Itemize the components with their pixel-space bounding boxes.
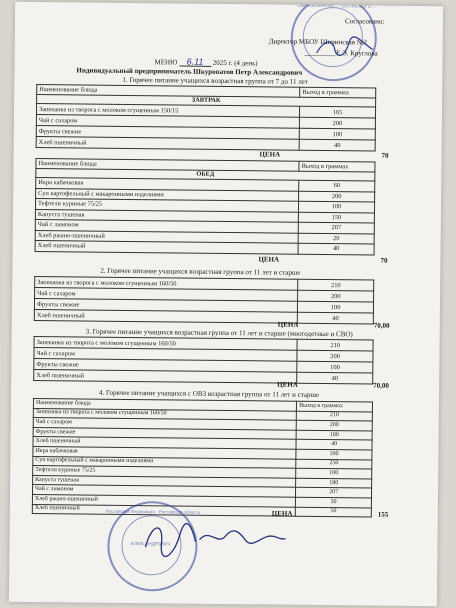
dish-name: Хлеб пшеничный — [32, 504, 295, 516]
director-title: Директор МБОУ Ширинская №2 — [268, 37, 367, 47]
dish-yield: 180 — [296, 478, 372, 488]
dish-yield: 200 — [298, 290, 374, 302]
dish-name: Чай с лимоном — [35, 220, 298, 233]
col-name: Наименование блюда — [37, 85, 300, 97]
breakfast-price: 70 — [381, 151, 389, 160]
dish-name: Икра кабачковая — [33, 446, 296, 458]
dish-yield: 200 — [296, 420, 372, 430]
dish-yield: 207 — [298, 222, 374, 233]
col-name: Наименование блюда — [33, 398, 296, 410]
dish-yield: 20 — [298, 233, 374, 244]
dish-name: Капуста тушеная — [33, 475, 296, 487]
breakfast-heading: ЗАВТРАК — [37, 94, 376, 107]
dish-name: Чай с сахаром — [36, 115, 299, 129]
dish-name: Чай с сахаром — [33, 418, 296, 430]
director-signature — [315, 35, 375, 60]
dish-name: Капуста тушеная — [35, 209, 298, 222]
dish-name: Икра кабачковая — [36, 178, 299, 191]
dish-yield: 50 — [295, 507, 371, 517]
dish-name: Хлеб пшеничный — [33, 437, 296, 449]
dish-yield: 100 — [298, 301, 374, 313]
table-row — [36, 137, 375, 152]
section4-price: 155 — [377, 510, 389, 519]
dish-yield: 100 — [297, 361, 373, 373]
dish-yield: 250 — [296, 459, 372, 469]
dish-name: Запеканка из творога с молоком сгущенным 160/50 — [34, 336, 297, 350]
section4-table — [32, 398, 373, 518]
section4-price-label: ЦЕНА — [271, 509, 293, 518]
director-name: _________Е.Э. Круглова — [304, 48, 378, 58]
entrepreneur-name: Индивидуальный предприниматель Шкуропатов Петр Александрович — [76, 66, 303, 77]
dish-yield: 207 — [296, 488, 372, 498]
dish-name: Суп картофельный с макаронными изделиями — [36, 188, 299, 201]
dish-yield: 200 — [299, 191, 375, 202]
section3-price: 70,00 — [373, 381, 389, 390]
dish-yield: 100 — [296, 468, 372, 478]
dish-name: Хлеб ржано-пшеничный — [35, 230, 298, 243]
dish-yield: 200 — [299, 117, 375, 129]
dish-yield: 200 — [297, 350, 373, 362]
dish-yield: 40 — [298, 243, 374, 254]
dish-name: Фрукты свежие — [33, 427, 296, 439]
menu-year: 2025 г. (4 день) — [212, 58, 258, 68]
section2-title: 2. Горячее питание учащихся возрастная группа от 11 лет и старше — [100, 266, 301, 277]
dish-name: Тефтели куриные 75/25 — [33, 466, 296, 478]
entrepreneur-stamp-inner: АЛЕКСАНДРОВИЧ — [130, 541, 171, 547]
table-row — [34, 369, 373, 384]
dish-yield: 30 — [296, 497, 372, 507]
section3-table — [33, 336, 373, 385]
dish-yield: 60 — [299, 180, 375, 191]
dish-yield: 210 — [297, 339, 373, 351]
dish-yield: 100 — [299, 201, 375, 212]
menu-title — [154, 57, 257, 67]
col-yield: Выход в граммах — [297, 401, 373, 411]
dish-yield: 100 — [296, 430, 372, 440]
dish-yield: 40 — [296, 440, 372, 450]
dish-name: Запеканка из творога с молоком сгущенным 160/50 — [33, 408, 296, 420]
dish-yield: 150 — [298, 212, 374, 223]
section3-price-label: ЦЕНА — [277, 380, 298, 389]
dish-name: Запеканка из творога с молоком сгущенным 150/15 — [36, 104, 299, 118]
col-name: Наименование блюда — [36, 159, 299, 171]
menu-date: 6.11 — [179, 57, 211, 66]
dish-name: Чай с сахаром — [35, 287, 298, 301]
dish-name: Хлеб пшеничный — [34, 369, 297, 383]
dish-yield: 40 — [297, 372, 373, 384]
lunch-heading: ОБЕД — [36, 168, 375, 181]
breakfast-price-label: ЦЕНА — [259, 150, 281, 159]
section3-title: 3. Горячее питание учащихся возрастная группа от 11 лет и старше (многодетные и СВО) — [85, 327, 353, 339]
dish-name: Хлеб пшеничный — [35, 241, 298, 254]
col-yield: Выход в граммах — [299, 161, 375, 171]
section2-price: 70,00 — [373, 321, 390, 330]
lunch-table — [35, 158, 376, 255]
dish-name: Фрукты свежие — [34, 298, 297, 312]
menu-sheet — [9, 2, 443, 606]
dish-yield: 100 — [299, 128, 375, 140]
dish-name: Хлеб ржано-пшеничный — [32, 494, 295, 506]
dish-yield: 165 — [300, 106, 376, 118]
section1-title: 1. Горячее питание учащихся возрастная группа от 7 до 11 лет — [122, 75, 308, 86]
lunch-price: 70 — [380, 256, 388, 265]
breakfast-table — [36, 84, 377, 152]
dish-name: Чай с лимоном — [32, 485, 295, 497]
school-stamp-text: ОБРАЗОВАНИЕ ... СЕЛЬСКОГО ... — [297, 2, 378, 10]
dish-name: Фрукты свежие — [34, 358, 297, 372]
section2-price-label: ЦЕНА — [277, 320, 299, 329]
dish-name: Хлеб пшеничный — [36, 137, 299, 151]
section4-title: 4. Горячее питание учащихся с ОВЗ возрастная группа от 11 лет и старше — [99, 388, 320, 399]
entrepreneur-stamp-text: Российская Федерация · Ростовская область — [105, 508, 201, 515]
dish-yield: 40 — [298, 312, 374, 324]
table-row — [34, 309, 373, 324]
table-row — [35, 241, 374, 255]
dish-name: Хлеб пшеничный — [34, 309, 297, 323]
dish-name: Запеканка из творога с молоком сгущенным 160/50 — [35, 276, 298, 290]
dish-yield: 210 — [298, 279, 374, 291]
entrepreneur-signature — [139, 517, 289, 565]
dish-name: Тефтели куриные 75/25 — [35, 199, 298, 212]
dish-name: Суп картофельный с макаронными изделиями — [33, 456, 296, 468]
lunch-price-label: ЦЕНА — [258, 255, 280, 264]
approval-label: Согласовано: — [344, 17, 385, 26]
dish-yield: 210 — [296, 411, 372, 421]
dish-name: Фрукты свежие — [36, 126, 299, 140]
dish-name: Чай с сахаром — [34, 347, 297, 361]
col-yield: Выход в граммах — [300, 87, 376, 97]
menu-word: МЕНЮ — [154, 58, 178, 67]
section2-table — [34, 276, 374, 325]
dish-yield: 100 — [296, 449, 372, 459]
dish-yield: 40 — [299, 139, 375, 151]
